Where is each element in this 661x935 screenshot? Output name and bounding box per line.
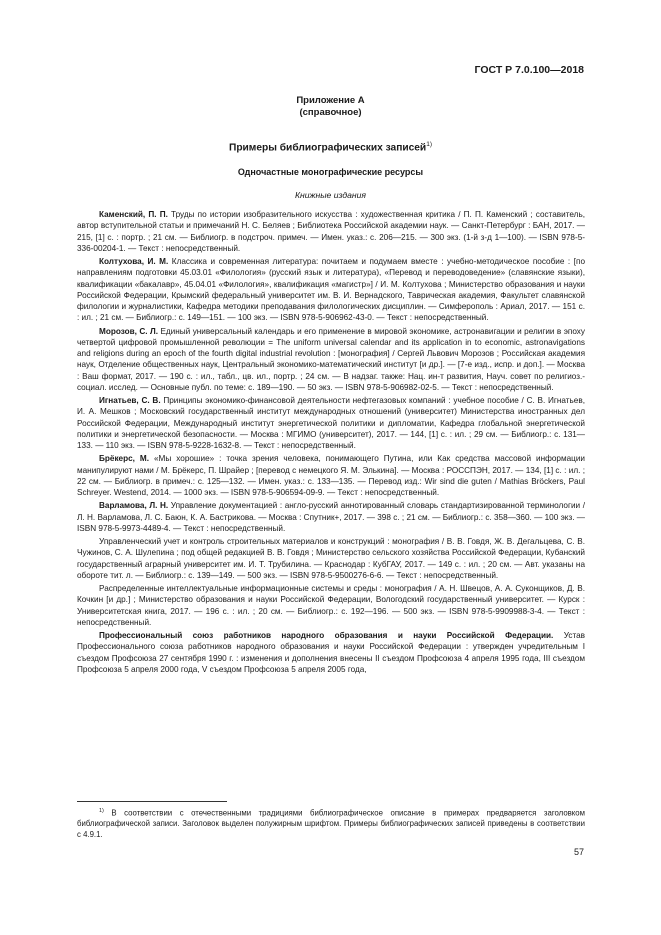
page-number: 57 — [573, 847, 584, 857]
entry-text: Распределенные интеллектуальные информационные системы и среды : монография / А. Н. Швецов, А. А. Суконщиков, Д. В. Кочкин [и др.] ; Министерство образования и науки Российской Федерации, Вологодский государственный университет. — Курск : Университетская книга, 2017. — 196 с. : ил. ; 20 см. — Библиогр.: с. 192—196. — 500 экз. — ISBN 978-5-9909988-3-4. — Текст : непосредственный. — [77, 584, 585, 627]
footnote-mark: 1) — [99, 808, 104, 814]
appendix-note: (справочное) — [299, 107, 362, 118]
main-title — [0, 141, 661, 153]
entry-author: Колтухова, И. М. — [99, 257, 169, 266]
entry-author: Брёкерс, М. — [99, 454, 150, 464]
entry-text: Управленческий учет и контроль строительных материалов и конструкций : монография / В. В. Говдя, Ж. В. Дегальцева, С. В. Чужинов, С. А. Шулепина ; под общей редакцией В. В. Говдя ; Министерство сельского хозяйства Российской Федерации, Кубанский государственный аграрный университет им. И. Т. Трубилина. — Краснодар : КубГАУ, 2017. — 149 с. : ил. ; 20 см. — Авт. указаны на обороте тит. л. — Библиогр.: с. 139—149. — 500 экз. — ISBN 978-5-9500276-6-6. — Текст : непосредственный. — [77, 537, 585, 580]
entry-author: Профессиональный союз работников народного образования и науки Российской Федерации. — [99, 631, 554, 640]
subsection-title: Книжные издания — [294, 190, 366, 200]
entry-text: Принципы экономико-финансовой деятельности нефтегазовых компаний : учебное пособие / С. В. Игнатьев, И. А. Мешков ; Московский государственный институт международных отношений (университет) Министерства иностранных дел Российской Федерации, Международный институт энергетической политики и дипломатии, Кафедра глобальной энергетической политики и энергетической безопасности. — Москва : МГИМО (университет), 2017. — 144, [1] с. : ил. ; 29 см. — Библиогр.: с. 131—133. — 110 экз. — ISBN 978-5-9228-1632-8. — Текст : непосредственный. — [77, 396, 585, 450]
list-item — [77, 630, 585, 675]
list-item — [77, 453, 585, 498]
entry-author: Игнатьев, С. В. — [99, 396, 161, 405]
appendix-title: Приложение А — [296, 95, 365, 106]
list-item — [77, 583, 585, 628]
entry-author: Каменский, П. П. — [99, 210, 168, 219]
entry-text: Единый универсальный календарь и его применение в мировой экономике, астронавигации и религии в эпоху четвертой цифровой промышленной революции = The uniform universal calendar and its application in to economic, astronavigations and religions during an epoch of the fourth digital industrial revolution : [монография] / Сергей Львович Морозов ; Российская академия наук, Отделение общественных наук, Центральный экономико-математический институт [и др.]. — [7-е изд., испр. и доп.]. — Москва : Ваш формат, 2017. — 190 с. : ил., табл., цв. ил., портр. ; 24 см. — В надзаг. также: Нац. ин-т развития, Науч. совет по религиоз.-социал. исслед. — Основные публ. по теме: с. 189—190. — 50 экз. — ISBN 978-5-906982-02-5. — Текст : непосредственный. — [77, 326, 585, 392]
footnote — [77, 806, 585, 840]
list-item — [77, 500, 585, 534]
footnote-text: В соответствии с отечественными традициями библиографическое описание в примерах предваряется заголовком библиографической записи. Заголовок выделен полужирным шрифтом. Примеры библиографических записей приведены в соответствии с 4.9.1. — [77, 808, 585, 839]
entry-text: «Мы хорошие» : точка зрения человека, понимающего Путина, или Как средства массовой информации манипулируют нами / М. Брёкерс, П. Шрайер ; [перевод с немецкого Я. М. Элькина]. — Москва : РОССПЭН, 2017. — 134, [1] с. : ил. ; 22 см. — Библиогр. в примеч.: с. 125—132. — Имен. указ.: с. 133—135. — Перевод изд.: Wir sind die guten / Mathias Bröckers, Paul Schreyer. Westend, 2014. — 1000 экз. — ISBN 978-5-906594-09-9. — Текст : непосредственный. — [77, 454, 585, 497]
entries-list — [77, 209, 585, 677]
list-item — [77, 536, 585, 581]
standard-code: ГОСТ Р 7.0.100—2018 — [474, 64, 584, 76]
entry-text: Управление документацией : англо-русский аннотированный словарь стандартизированной терминологии / Л. Н. Варламова, Л. С. Баюн, К. А. Бастрикова. — Москва : Спутник+, 2017. — 398 с. ; 21 см. — Библиогр.: с. 358—360. — 100 экз. — ISBN 978-5-9973-4489-4. — Текст : непосредственный. — [77, 501, 585, 533]
list-item — [77, 256, 585, 324]
entry-text: Устав Профессионального союза работников народного образования и науки Российской Федерации : утвержден учредительным I съездом Профсоюза 27 сентября 1990 г. : изменения и дополнения внесены II съездом Профсоюза 4 апреля 1995 года, III съездом Профсоюза 5 апреля 2000 года, V съездом Профсоюза 5 апреля 2005 года, — [77, 631, 585, 674]
main-title-text: Примеры библиографических записей — [229, 142, 427, 154]
footnote-ref: 1) — [426, 141, 432, 148]
list-item — [77, 326, 585, 394]
entry-author: Морозов, С. Л. — [99, 326, 158, 336]
appendix-heading — [0, 95, 661, 119]
entry-text: Труды по истории изобразительного искусства : художественная критика / П. П. Каменский ; составитель, автор вступительной статьи и примечаний Н. С. Беляев ; Библиотека Российской академии наук. — Санкт-Петербург : БАН, 2017. — 215, [1] с. : портр. ; 21 см. — Библиогр. в подстроч. примеч. — Имен. указ.: с. 206—215. — 300 экз. (1-й з-д 1—100). — ISBN 978-5-336-00204-1. — Текст : непосредственный. — [77, 210, 585, 253]
entry-author: Варламова, Л. Н. — [99, 501, 169, 511]
list-item — [77, 209, 585, 254]
footnote-divider — [77, 801, 227, 802]
entry-text: Классика и современная литература: почитаем и подумаем вместе : учебно-методическое пособие : [по направлениям подготовки 45.03.01 «Филология» (русский язык и литература), «Перевод и переводоведение» (славянские языки), квалификации «бакалавр», 45.04.01 «Филология», квалификация «магистр»] / И. М. Колтухова ; Министерство образования и науки Российской Федерации, Крымский федеральный университет им. В. И. Вернадского, Таврическая академия, Факультет славянской филологии и журналистики, Кафедра методики преподавания филологических дисциплин. — Симферополь : Ариал, 2017. — 151 с. : ил. ; 21 см. — Библиогр.: с. 149—151. — 100 экз. — ISBN 978-5-906962-43-0. — Текст : непосредственный. — [77, 257, 585, 323]
list-item — [77, 395, 585, 451]
section-title: Одночастные монографические ресурсы — [237, 167, 424, 177]
